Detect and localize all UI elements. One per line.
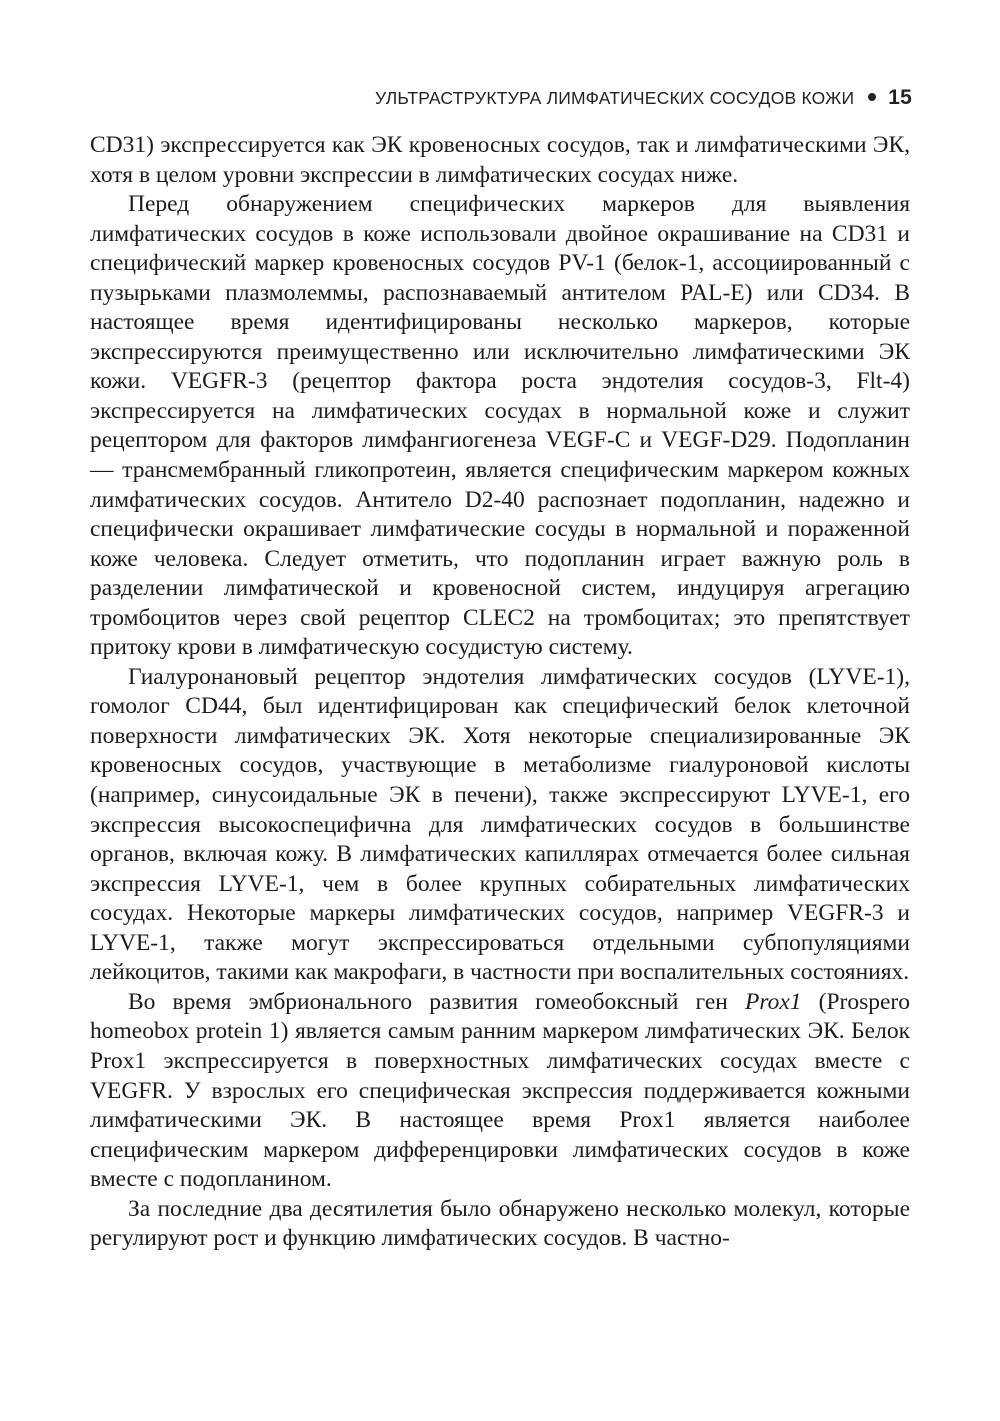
bullet-separator-icon xyxy=(868,93,876,101)
prox1-gene-italic: Prox1 xyxy=(744,988,802,1015)
prox1-text-after: (Prospero homeobox protein 1) является самым ранним маркером лимфатических ЭК. Белок Prox1 экспрессируется в поверхностных лимфатических сосудах вместе с VEGFR. У взрослых его специфическая экспрессия поддерживается кожными лимфатическими ЭК. В настоящее время Prox1 является наиболее специфическим маркером дифференцировки лимфатических сосудов в коже вместе с подопланином. xyxy=(90,988,910,1193)
paragraph-continuation: CD31) экспрессируется как ЭК кровеносных сосудов, так и лимфатическими ЭК, хотя в целом уровни экспрессии в лимфатических сосудах ниже. xyxy=(90,132,910,188)
prox1-text-before: Во время эмбрионального развития гомеобоксный ген xyxy=(128,988,745,1015)
paragraph-markers-detection: Перед обнаружением специфических маркеров для выявления лимфатических сосудов в коже использовали двойное окрашивание на CD31 и специфический маркер кровеносных сосудов PV-1 (белок-1, ассоциированный с пузырьками плазмолеммы, распознаваемый антителом PAL-E) или CD34. В настоящее время идентифицированы несколько маркеров, которые экспрессируются преимущественно или исключительно лимфатическими ЭК кожи. VEGFR-3 (рецептор фактора роста эндотелия сосудов-3, Flt-4) экспрессируется на лимфатических сосудах в нормальной коже и служит рецептором для факторов лимфангиогенеза VEGF-C и VEGF-D29. Подопланин — трансмембранный гликопротеин, является специфическим маркером кожных лимфатических сосудов. Антитело D2-40 распознает подопланин, надежно и специфически окрашивает лимфатические сосуды в нормальной и пораженной коже человека. Следует отметить, что подопланин играет важную роль в разделении лимфатической и кровеносной систем, индуцируя агрегацию тромбоцитов через свой рецептор CLEC2 на тромбоцитах; это препятствует притоку крови в лимфатическую сосудистую систему. xyxy=(90,191,910,661)
running-head-title: УЛЬТРАСТРУКТУРА ЛИМФАТИЧЕСКИХ СОСУДОВ КОЖИ xyxy=(374,87,855,108)
paragraph-molecules: За последние два десятилетия было обнаружено несколько молекул, которые регулируют рост и функцию лимфатических сосудов. В частно- xyxy=(90,1195,910,1252)
paragraph-lyve1: Гиалуронановый рецептор эндотелия лимфатических сосудов (LYVE-1), гомолог CD44, был идентифицирован как специфический белок клеточной поверхности лимфатических ЭК. Хотя некоторые специализированные ЭК кровеносных сосудов, участвующие в метаболизме гиалуроновой кислоты (например, синусоидальные ЭК в печени), также экспрессируют LYVE-1, его экспрессия высокоспецифична для лимфатических сосудов в большинстве органов, включая кожу. В лимфатических капиллярах отмечается более сильная экспрессия LYVE-1, чем в более крупных собирательных лимфатических сосудах. Некоторые маркеры лимфатических сосудов, например VEGFR-3 и LYVE-1, также могут экспрессироваться отдельными субпопуляциями лейкоцитов, такими как макрофаги, в частности при воспалительных состояниях. xyxy=(90,663,910,986)
page-number: 15 xyxy=(888,86,912,109)
paragraph-prox1 xyxy=(90,988,910,1195)
body-text xyxy=(90,131,910,1254)
running-head xyxy=(375,86,912,110)
